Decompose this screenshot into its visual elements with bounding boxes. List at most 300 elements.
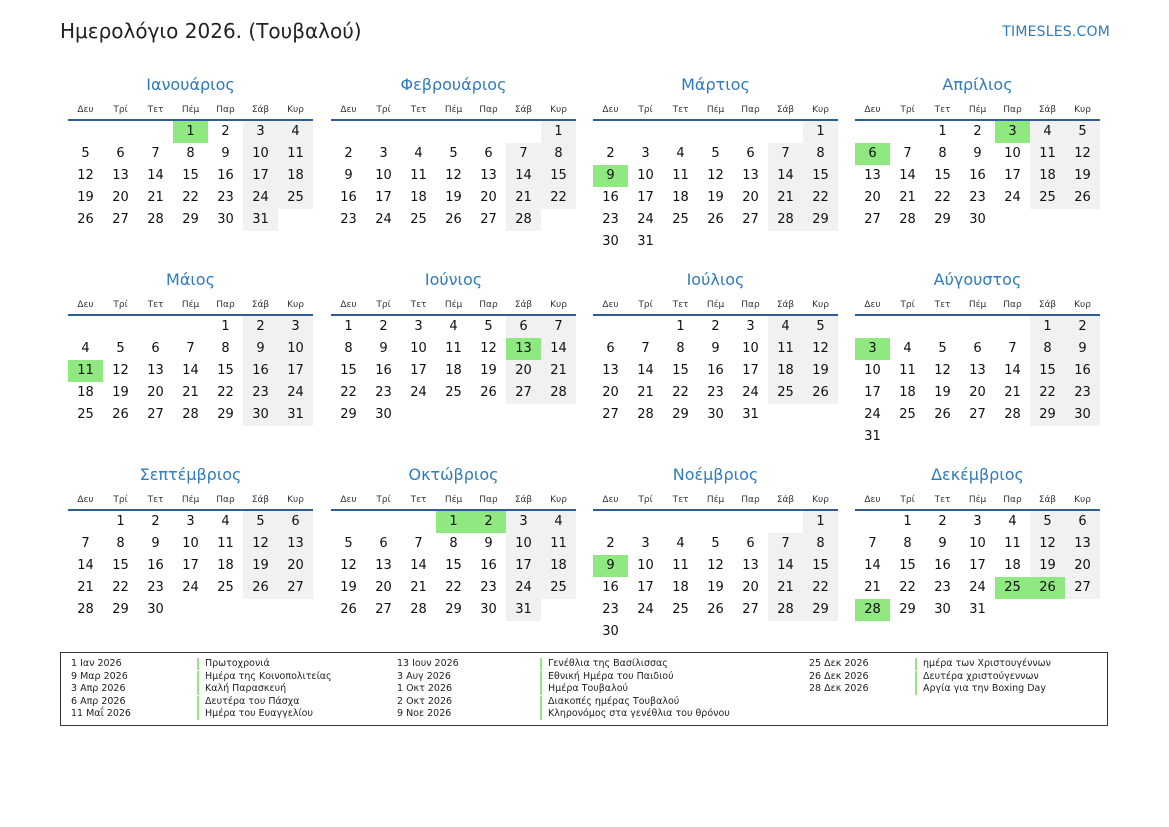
day-cell: 15	[899, 558, 916, 573]
empty-day-cell	[1030, 426, 1065, 448]
weekday-label: Δευ	[340, 300, 357, 310]
empty-day-cell	[138, 121, 173, 143]
empty-day-cell	[68, 316, 103, 338]
day-cell: 11	[672, 558, 689, 573]
day-cell: 23	[602, 212, 619, 227]
day-cell: 27	[147, 407, 164, 422]
day-cell: 8	[541, 143, 576, 165]
day-cell: 13	[1065, 533, 1100, 555]
day-cell: 3	[973, 514, 982, 529]
day-cell: 23	[217, 190, 234, 205]
weekday-label: Πέμ	[968, 300, 987, 310]
day-cell: 17	[637, 580, 654, 595]
day-cell: 17	[375, 190, 392, 205]
day-cell: 24	[410, 385, 427, 400]
day-cell: 4	[541, 511, 576, 533]
weekday-label: Δευ	[602, 105, 619, 115]
day-cell: 23	[707, 385, 724, 400]
day-cell: 21	[768, 577, 803, 599]
weekday-label: Δευ	[77, 300, 94, 310]
weekday-label: Παρ	[741, 105, 760, 115]
day-cell: 7	[768, 533, 803, 555]
weekday-label: Σάβ	[251, 105, 270, 115]
day-cell: 24	[506, 577, 541, 599]
day-cell: 19	[480, 363, 497, 378]
day-cell: 19	[803, 360, 838, 382]
day-cell: 30	[707, 407, 724, 422]
day-cell: 10	[243, 143, 278, 165]
day-cell: 11	[1030, 143, 1065, 165]
day-cell: 16	[1065, 360, 1100, 382]
empty-day-cell	[663, 621, 698, 643]
weekday-label: Τετ	[934, 300, 951, 310]
day-cell: 26	[707, 602, 724, 617]
day-cell: 26	[1065, 187, 1100, 209]
day-cell: 22	[803, 577, 838, 599]
day-cell: 22	[340, 385, 357, 400]
day-cell: 28	[768, 599, 803, 621]
day-cell: 5	[711, 146, 720, 161]
day-cell: 22	[899, 580, 916, 595]
empty-day-cell	[1065, 599, 1100, 621]
holiday-date: 1 Ιαν 2026	[71, 658, 122, 669]
weekday-label: Σάβ	[1038, 300, 1057, 310]
empty-day-cell	[628, 316, 663, 338]
day-cell: 31	[278, 404, 313, 426]
day-cell: 8	[1030, 338, 1065, 360]
day-cell: 28	[637, 407, 654, 422]
day-cell: 14	[768, 555, 803, 577]
weekday-label: Πέμ	[181, 105, 200, 115]
day-cell: 29	[217, 407, 234, 422]
month-name: Σεπτέμβριος	[139, 465, 242, 484]
weekday-label: Πέμ	[706, 495, 725, 505]
empty-day-cell	[768, 121, 803, 143]
empty-day-cell	[593, 511, 628, 533]
weekday-label: Παρ	[216, 300, 235, 310]
weekday-label: Σάβ	[776, 300, 795, 310]
holiday-date: 9 Νοε 2026	[397, 708, 452, 719]
day-cell: 23	[969, 190, 986, 205]
day-cell: 22	[934, 190, 951, 205]
empty-day-cell	[278, 599, 313, 621]
month-name: Δεκέμβριος	[931, 465, 1024, 484]
day-cell: 3	[243, 121, 278, 143]
day-cell: 25	[672, 212, 689, 227]
day-cell: 6	[606, 341, 615, 356]
day-cell: 6	[484, 146, 493, 161]
day-cell: 17	[506, 555, 541, 577]
day-cell: 24	[278, 382, 313, 404]
empty-day-cell	[1030, 599, 1065, 621]
day-cell: 29	[112, 602, 129, 617]
day-cell: 15	[1030, 360, 1065, 382]
day-cell: 26	[445, 212, 462, 227]
day-cell: 17	[1004, 168, 1021, 183]
day-cell: 26	[803, 382, 838, 404]
day-cell: 16	[602, 580, 619, 595]
empty-day-cell	[1030, 209, 1065, 231]
day-cell: 24	[969, 580, 986, 595]
weekday-label: Πέμ	[444, 495, 463, 505]
day-cell: 26	[480, 385, 497, 400]
month-name: Μάρτιος	[681, 75, 750, 94]
day-cell: 17	[637, 190, 654, 205]
day-cell: 7	[414, 536, 423, 551]
holiday-day-cell: 9	[593, 165, 628, 187]
holiday-day-cell: 26	[1030, 577, 1065, 599]
day-cell: 25	[77, 407, 94, 422]
day-cell: 5	[711, 536, 720, 551]
day-cell: 9	[1065, 338, 1100, 360]
day-cell: 16	[243, 360, 278, 382]
day-cell: 1	[1030, 316, 1065, 338]
day-cell: 25	[410, 212, 427, 227]
day-cell: 21	[182, 385, 199, 400]
month-name: Αύγουστος	[933, 270, 1022, 289]
day-cell: 4	[81, 341, 90, 356]
empty-day-cell	[733, 511, 768, 533]
day-cell: 2	[606, 146, 615, 161]
day-cell: 11	[541, 533, 576, 555]
day-cell: 2	[379, 319, 388, 334]
day-cell: 30	[147, 602, 164, 617]
day-cell: 21	[410, 580, 427, 595]
day-cell: 8	[803, 143, 838, 165]
holiday-day-cell: 9	[593, 555, 628, 577]
day-cell: 9	[484, 536, 493, 551]
day-cell: 18	[768, 360, 803, 382]
day-cell: 29	[1030, 404, 1065, 426]
day-cell: 22	[672, 385, 689, 400]
holiday-date: 3 Αυγ 2026	[397, 670, 451, 682]
day-cell: 11	[410, 168, 427, 183]
day-cell: 16	[707, 363, 724, 378]
day-cell: 18	[410, 190, 427, 205]
day-cell: 8	[676, 341, 685, 356]
day-cell: 30	[1065, 404, 1100, 426]
day-cell: 1	[541, 121, 576, 143]
day-cell: 5	[1065, 121, 1100, 143]
day-cell: 1	[903, 514, 912, 529]
day-cell: 23	[147, 580, 164, 595]
weekday-label: Σάβ	[1038, 105, 1057, 115]
weekday-label: Κυρ	[1074, 105, 1091, 115]
day-cell: 4	[449, 319, 458, 334]
weekday-label: Πέμ	[706, 300, 725, 310]
day-cell: 22	[445, 580, 462, 595]
holiday-name: Ημέρα Τουβαλού	[540, 683, 628, 695]
weekday-label: Τετ	[934, 105, 951, 115]
day-cell: 6	[746, 146, 755, 161]
day-cell: 15	[541, 165, 576, 187]
empty-day-cell	[366, 511, 401, 533]
empty-day-cell	[768, 621, 803, 643]
day-cell: 28	[506, 209, 541, 231]
empty-day-cell	[173, 599, 208, 621]
day-cell: 23	[375, 385, 392, 400]
empty-day-cell	[890, 121, 925, 143]
day-cell: 17	[864, 385, 881, 400]
empty-day-cell	[401, 121, 436, 143]
empty-day-cell	[995, 426, 1030, 448]
day-cell: 21	[768, 187, 803, 209]
day-cell: 22	[182, 190, 199, 205]
empty-day-cell	[960, 316, 995, 338]
weekday-label: Παρ	[1003, 105, 1022, 115]
day-cell: 20	[480, 190, 497, 205]
day-cell: 10	[182, 536, 199, 551]
empty-day-cell	[698, 231, 733, 253]
weekday-label: Τρί	[376, 495, 391, 505]
day-cell: 12	[445, 168, 462, 183]
day-cell: 29	[803, 209, 838, 231]
day-cell: 28	[182, 407, 199, 422]
empty-day-cell	[925, 426, 960, 448]
holiday-day-cell: 1	[173, 121, 208, 143]
day-cell: 26	[77, 212, 94, 227]
day-cell: 8	[903, 536, 912, 551]
empty-day-cell	[243, 599, 278, 621]
weekday-label: Κυρ	[287, 495, 304, 505]
holiday-date: 13 Ιουν 2026	[397, 658, 459, 669]
day-cell: 26	[707, 212, 724, 227]
day-cell: 14	[899, 168, 916, 183]
day-cell: 8	[803, 533, 838, 555]
weekday-label: Τρί	[638, 300, 653, 310]
month-name: Οκτώβριος	[408, 465, 499, 484]
day-cell: 10	[742, 341, 759, 356]
empty-day-cell	[331, 121, 366, 143]
empty-day-cell	[890, 426, 925, 448]
day-cell: 11	[1004, 536, 1021, 551]
day-cell: 27	[480, 212, 497, 227]
day-cell: 15	[340, 363, 357, 378]
weekday-label: Τρί	[113, 300, 128, 310]
day-cell: 25	[672, 602, 689, 617]
holiday-date: 3 Απρ 2026	[71, 683, 126, 694]
day-cell: 3	[641, 146, 650, 161]
day-cell: 27	[602, 407, 619, 422]
day-cell: 13	[742, 168, 759, 183]
day-cell: 14	[1004, 363, 1021, 378]
day-cell: 24	[637, 602, 654, 617]
holiday-legend	[60, 652, 1108, 726]
day-cell: 15	[672, 363, 689, 378]
day-cell: 3	[278, 316, 313, 338]
day-cell: 23	[602, 602, 619, 617]
day-cell: 15	[112, 558, 129, 573]
day-cell: 19	[77, 190, 94, 205]
day-cell: 1	[938, 124, 947, 139]
empty-day-cell	[401, 404, 436, 426]
day-cell: 31	[637, 234, 654, 249]
day-cell: 22	[112, 580, 129, 595]
day-cell: 6	[506, 316, 541, 338]
day-cell: 6	[973, 341, 982, 356]
day-cell: 17	[182, 558, 199, 573]
holiday-date: 2 Οκτ 2026	[397, 695, 453, 707]
holiday-name: ημέρα των Χριστουγέννων	[915, 658, 1051, 670]
day-cell: 25	[445, 385, 462, 400]
day-cell: 27	[864, 212, 881, 227]
month-name: Ιούνιος	[424, 270, 483, 289]
day-cell: 19	[1030, 555, 1065, 577]
empty-day-cell	[925, 316, 960, 338]
empty-day-cell	[698, 621, 733, 643]
day-cell: 8	[938, 146, 947, 161]
day-cell: 11	[445, 341, 462, 356]
day-cell: 20	[112, 190, 129, 205]
day-cell: 6	[379, 536, 388, 551]
day-cell: 6	[278, 511, 313, 533]
day-cell: 10	[506, 533, 541, 555]
weekday-label: Σάβ	[514, 300, 533, 310]
day-cell: 4	[414, 146, 423, 161]
day-cell: 1	[803, 511, 838, 533]
day-cell: 14	[147, 168, 164, 183]
day-cell: 6	[746, 536, 755, 551]
empty-day-cell	[541, 209, 576, 231]
day-cell: 13	[112, 168, 129, 183]
day-cell: 13	[602, 363, 619, 378]
weekday-label: Τετ	[147, 495, 164, 505]
empty-day-cell	[593, 121, 628, 143]
day-cell: 29	[899, 602, 916, 617]
day-cell: 18	[541, 555, 576, 577]
day-cell: 1	[116, 514, 125, 529]
empty-day-cell	[733, 121, 768, 143]
day-cell: 26	[934, 407, 951, 422]
day-cell: 24	[864, 407, 881, 422]
day-cell: 19	[1065, 165, 1100, 187]
empty-day-cell	[208, 599, 243, 621]
day-cell: 29	[445, 602, 462, 617]
day-cell: 10	[1004, 146, 1021, 161]
weekday-label: Τρί	[376, 300, 391, 310]
holiday-name: Γενέθλια της Βασίλισσας	[540, 658, 668, 670]
weekday-label: Σάβ	[776, 105, 795, 115]
weekday-label: Τετ	[410, 105, 427, 115]
weekday-label: Κυρ	[550, 300, 567, 310]
day-cell: 25	[899, 407, 916, 422]
day-cell: 21	[541, 360, 576, 382]
day-cell: 5	[1030, 511, 1065, 533]
day-cell: 16	[969, 168, 986, 183]
weekday-label: Παρ	[741, 495, 760, 505]
day-cell: 21	[899, 190, 916, 205]
day-cell: 23	[934, 580, 951, 595]
weekday-label: Τετ	[410, 300, 427, 310]
day-cell: 7	[903, 146, 912, 161]
day-cell: 7	[641, 341, 650, 356]
weekday-label: Σάβ	[1038, 495, 1057, 505]
holiday-day-cell: 13	[506, 338, 541, 360]
weekday-label: Παρ	[1003, 300, 1022, 310]
empty-day-cell	[995, 599, 1030, 621]
empty-day-cell	[68, 511, 103, 533]
day-cell: 5	[243, 511, 278, 533]
day-cell: 14	[637, 363, 654, 378]
day-cell: 19	[340, 580, 357, 595]
day-cell: 10	[278, 338, 313, 360]
empty-day-cell	[436, 404, 471, 426]
day-cell: 31	[506, 599, 541, 621]
weekday-label: Παρ	[741, 300, 760, 310]
empty-day-cell	[1065, 426, 1100, 448]
brand-link[interactable]: TIMESLES.COM	[1002, 24, 1110, 40]
day-cell: 31	[969, 602, 986, 617]
day-cell: 9	[243, 338, 278, 360]
empty-day-cell	[855, 511, 890, 533]
holiday-name: Πρωτοχρονιά	[197, 658, 270, 670]
day-cell: 22	[1030, 382, 1065, 404]
day-cell: 27	[969, 407, 986, 422]
day-cell: 18	[1030, 165, 1065, 187]
day-cell: 2	[973, 124, 982, 139]
weekday-label: Κυρ	[287, 105, 304, 115]
holiday-name: Διακοπές ημέρας Τουβαλού	[540, 696, 679, 708]
day-cell: 9	[711, 341, 720, 356]
day-cell: 9	[344, 168, 353, 183]
day-cell: 5	[938, 341, 947, 356]
holiday-day-cell: 3	[855, 338, 890, 360]
month-name: Ιανουάριος	[146, 75, 235, 94]
day-cell: 29	[672, 407, 689, 422]
empty-day-cell	[541, 404, 576, 426]
empty-day-cell	[541, 599, 576, 621]
day-cell: 20	[742, 190, 759, 205]
day-cell: 24	[243, 187, 278, 209]
day-cell: 14	[182, 363, 199, 378]
day-cell: 1	[676, 319, 685, 334]
day-cell: 5	[81, 146, 90, 161]
day-cell: 11	[278, 143, 313, 165]
day-cell: 11	[672, 168, 689, 183]
day-cell: 27	[742, 212, 759, 227]
day-cell: 9	[151, 536, 160, 551]
day-cell: 3	[414, 319, 423, 334]
day-cell: 2	[221, 124, 230, 139]
empty-day-cell	[471, 121, 506, 143]
holiday-date: 28 Δεκ 2026	[809, 683, 869, 694]
day-cell: 8	[449, 536, 458, 551]
day-cell: 19	[707, 580, 724, 595]
holiday-name: Αργία για την Boxing Day	[915, 683, 1046, 695]
holiday-day-cell: 2	[471, 511, 506, 533]
day-cell: 6	[151, 341, 160, 356]
day-cell: 13	[147, 363, 164, 378]
day-cell: 27	[375, 602, 392, 617]
weekday-label: Παρ	[216, 495, 235, 505]
day-cell: 12	[1065, 143, 1100, 165]
day-cell: 9	[938, 536, 947, 551]
holiday-day-cell: 25	[995, 577, 1030, 599]
empty-day-cell	[995, 209, 1030, 231]
empty-day-cell	[506, 121, 541, 143]
holiday-name: Δευτέρα χριστούγεννων	[915, 671, 1039, 683]
empty-day-cell	[663, 231, 698, 253]
day-cell: 7	[81, 536, 90, 551]
day-cell: 7	[541, 316, 576, 338]
weekday-label: Σάβ	[776, 495, 795, 505]
month-name: Απρίλιος	[942, 75, 1013, 94]
day-cell: 27	[742, 602, 759, 617]
weekday-label: Τετ	[672, 105, 689, 115]
day-cell: 19	[445, 190, 462, 205]
empty-day-cell	[366, 121, 401, 143]
weekday-label: Πέμ	[444, 300, 463, 310]
